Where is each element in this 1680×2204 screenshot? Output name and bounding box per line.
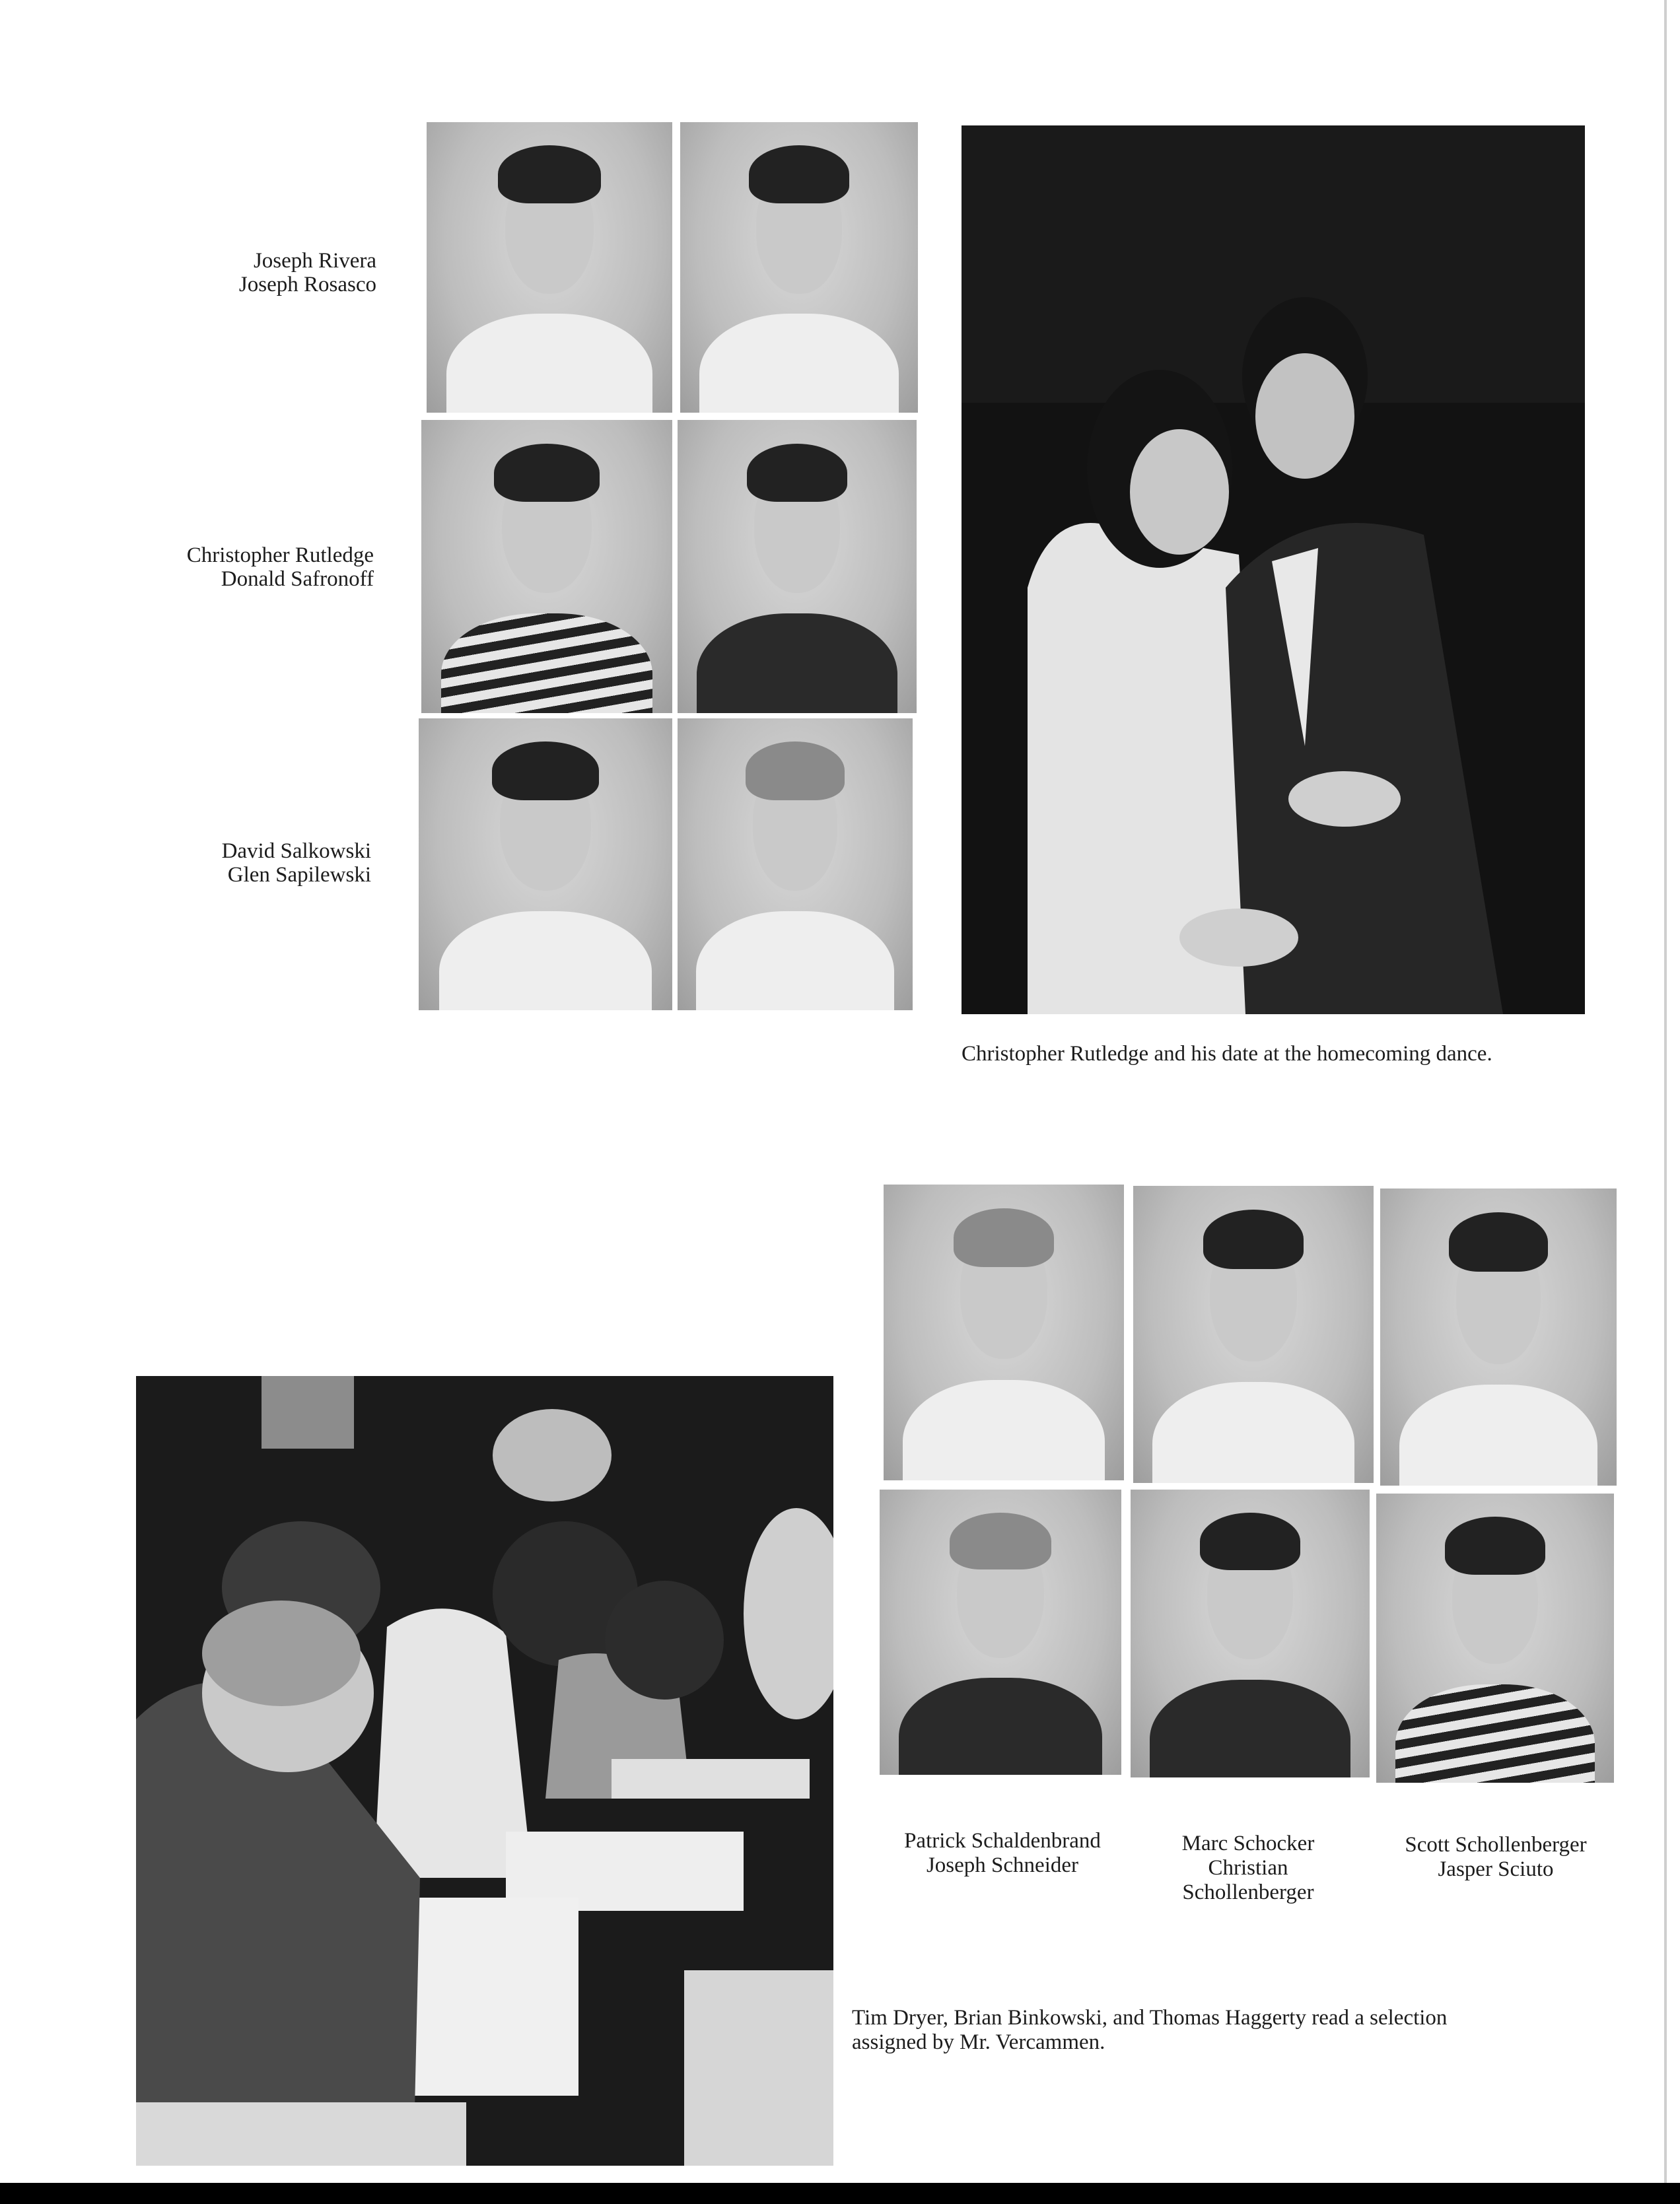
row3-names bbox=[165, 839, 371, 887]
portrait-christian-schollenberger bbox=[1131, 1490, 1370, 1777]
name-bottom-2-3: Schollenberger bbox=[1182, 1880, 1314, 1904]
classroom-caption-line-2: assigned by Mr. Vercammen. bbox=[852, 2030, 1105, 2054]
classroom-caption-line-1: Tim Dryer, Brian Binkowski, and Thomas Haggerty read a selection bbox=[852, 2006, 1448, 2030]
name-bottom-2-2: Christian bbox=[1208, 1856, 1288, 1880]
name-row2-2: Donald Safronoff bbox=[221, 567, 374, 591]
name-row1-2: Joseph Rosasco bbox=[238, 273, 376, 296]
portrait-christopher-rutledge bbox=[421, 420, 672, 713]
classroom-photo-caption bbox=[852, 2006, 1605, 2055]
portrait-joseph-rivera bbox=[427, 122, 672, 413]
row2-names bbox=[119, 543, 374, 591]
dance-photo-illustration bbox=[962, 125, 1585, 1014]
bottom-names-group-3 bbox=[1374, 1833, 1618, 1882]
portrait-joseph-rosasco bbox=[680, 122, 918, 413]
classroom-photo bbox=[136, 1376, 833, 2166]
name-bottom-3-1: Scott Schollenberger bbox=[1405, 1833, 1587, 1857]
portrait-patrick-schaldenbrand bbox=[884, 1185, 1124, 1480]
classroom-photo-illustration bbox=[136, 1376, 833, 2166]
row1-names bbox=[172, 249, 376, 296]
portrait-david-salkowski bbox=[419, 718, 672, 1010]
portrait-donald-safronoff bbox=[678, 420, 917, 713]
dance-photo-caption: Christopher Rutledge and his date at the homecoming dance. bbox=[962, 1042, 1492, 1066]
bottom-names-group-1 bbox=[870, 1829, 1135, 1878]
name-row2-1: Christopher Rutledge bbox=[186, 543, 374, 567]
name-bottom-2-1: Marc Schocker bbox=[1181, 1832, 1315, 1855]
name-bottom-3-2: Jasper Sciuto bbox=[1438, 1857, 1554, 1881]
portrait-joseph-schneider bbox=[880, 1490, 1121, 1775]
name-row3-2: Glen Sapilewski bbox=[227, 863, 371, 887]
portrait-marc-schocker bbox=[1133, 1186, 1374, 1483]
bottom-names-group-2 bbox=[1136, 1832, 1360, 1905]
homecoming-dance-photo bbox=[962, 125, 1585, 1014]
portrait-jasper-sciuto bbox=[1376, 1494, 1614, 1783]
page-right-edge bbox=[1664, 0, 1667, 2183]
name-bottom-1-2: Joseph Schneider bbox=[926, 1853, 1079, 1877]
name-bottom-1-1: Patrick Schaldenbrand bbox=[904, 1829, 1101, 1853]
name-row1-1: Joseph Rivera bbox=[253, 249, 376, 273]
name-row3-1: David Salkowski bbox=[221, 839, 371, 863]
portrait-glen-sapilewski bbox=[678, 718, 913, 1010]
page-bottom-edge bbox=[0, 2183, 1680, 2204]
portrait-scott-schollenberger bbox=[1380, 1188, 1617, 1486]
